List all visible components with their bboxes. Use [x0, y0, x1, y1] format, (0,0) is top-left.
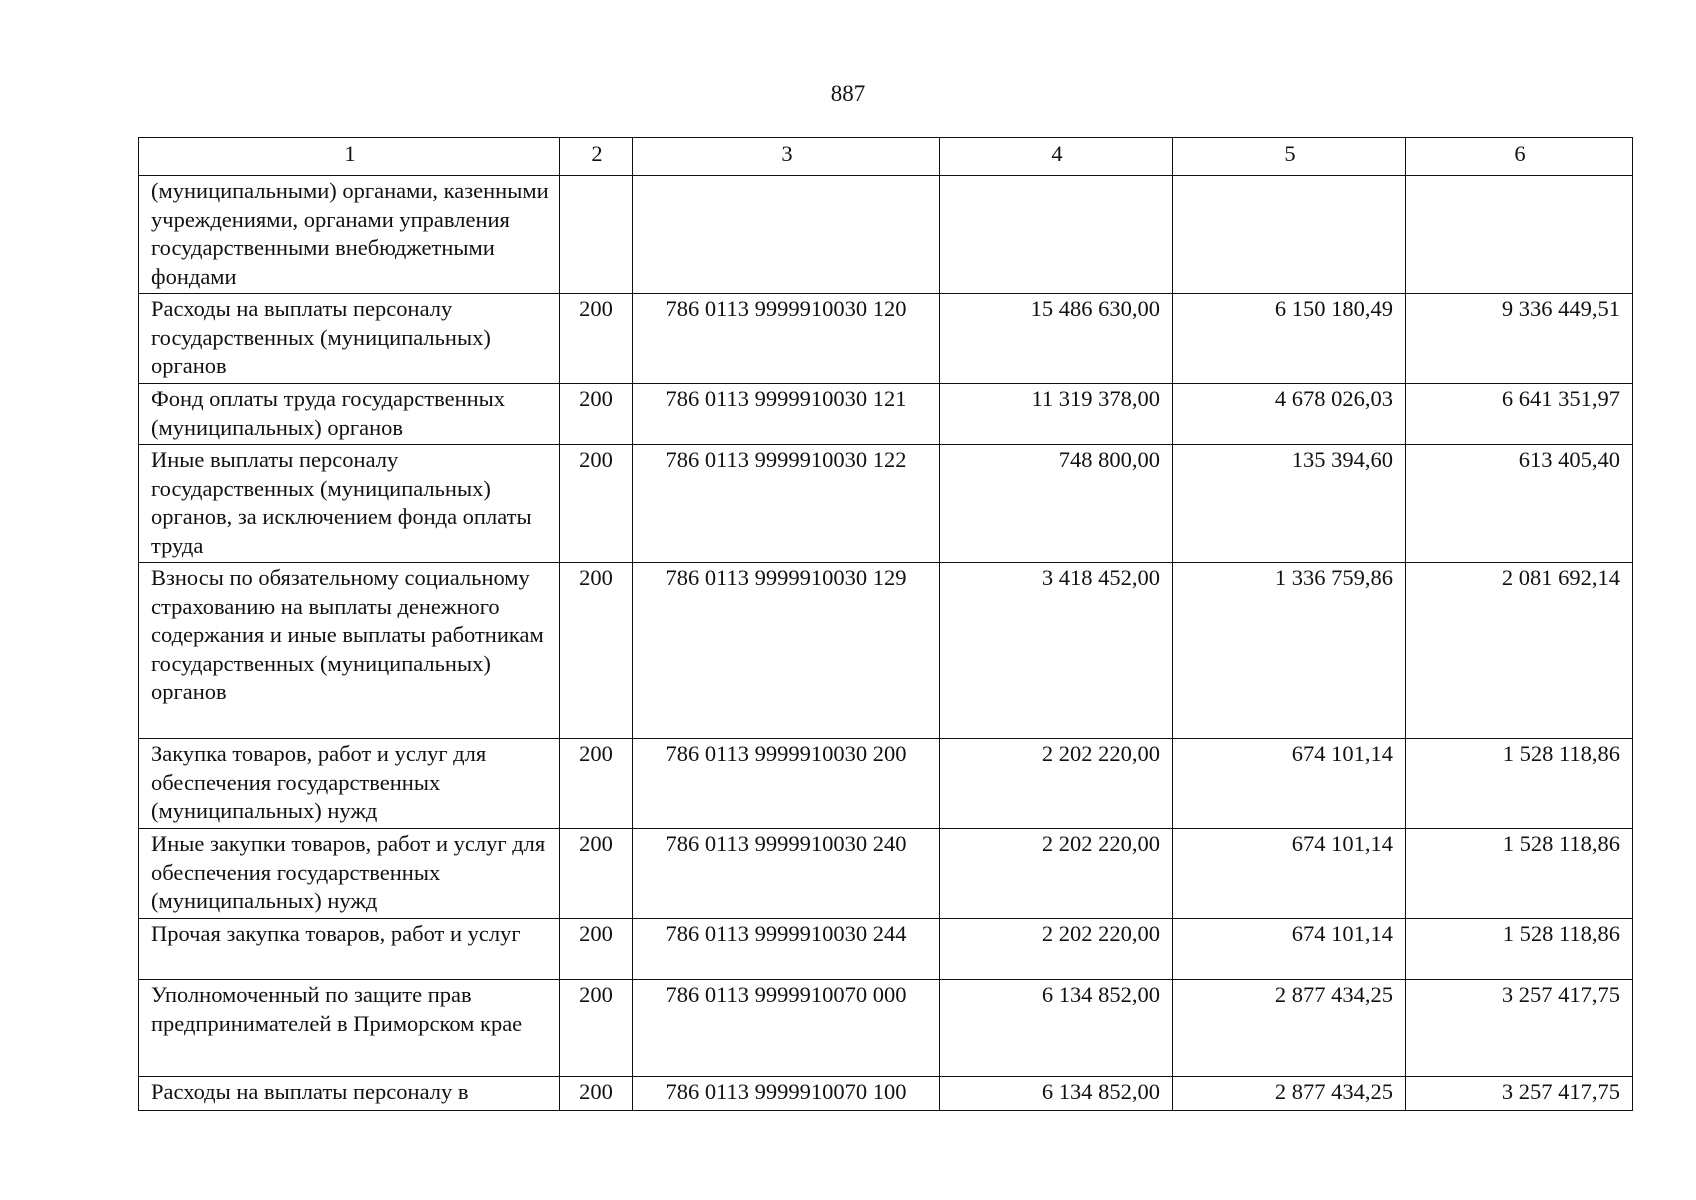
cell-col-6 — [1406, 176, 1633, 294]
cell-col-6: 1 528 118,86 — [1406, 829, 1633, 919]
cell-col-5: 2 877 434,25 — [1173, 980, 1406, 1077]
cell-col-2: 200 — [560, 384, 633, 445]
cell-code: 786 0113 9999910030 240 — [633, 829, 940, 919]
cell-col-6: 3 257 417,75 — [1406, 980, 1633, 1077]
cell-col-2: 200 — [560, 294, 633, 384]
cell-col-5: 674 101,14 — [1173, 919, 1406, 980]
cell-col-4: 3 418 452,00 — [940, 563, 1173, 739]
cell-name: Взносы по обязательному социальному страхованию на выплаты денежного содержания и иные выплаты работникам государственных (муниципальных) органов — [139, 563, 560, 739]
cell-code: 786 0113 9999910030 120 — [633, 294, 940, 384]
header-row — [139, 138, 1633, 176]
cell-col-5: 674 101,14 — [1173, 829, 1406, 919]
cell-name: Уполномоченный по защите прав предпринимателей в Приморском крае — [139, 980, 560, 1077]
cell-col-2: 200 — [560, 445, 633, 563]
cell-col-4 — [940, 176, 1173, 294]
cell-name: Закупка товаров, работ и услуг для обеспечения государственных (муниципальных) нужд — [139, 739, 560, 829]
header-col-2: 2 — [560, 138, 633, 176]
table-row — [139, 1077, 1633, 1111]
cell-name: Расходы на выплаты персоналу государственных (муниципальных) органов — [139, 294, 560, 384]
cell-col-5 — [1173, 176, 1406, 294]
cell-col-6: 613 405,40 — [1406, 445, 1633, 563]
page-number: 887 — [830, 81, 866, 106]
table-row — [139, 980, 1633, 1077]
cell-code: 786 0113 9999910070 100 — [633, 1077, 940, 1111]
table-row — [139, 294, 1633, 384]
cell-col-6: 6 641 351,97 — [1406, 384, 1633, 445]
cell-col-2: 200 — [560, 1077, 633, 1111]
cell-col-2: 200 — [560, 739, 633, 829]
header-col-1: 1 — [139, 138, 560, 176]
cell-code: 786 0113 9999910030 122 — [633, 445, 940, 563]
cell-code — [633, 176, 940, 294]
cell-name: Расходы на выплаты персоналу в — [139, 1077, 560, 1111]
cell-name: (муниципальными) органами, казенными учреждениями, органами управления государственными внебюджетными фондами — [139, 176, 560, 294]
table-row — [139, 176, 1633, 294]
cell-col-5: 4 678 026,03 — [1173, 384, 1406, 445]
table-row — [139, 563, 1633, 739]
cell-code: 786 0113 9999910030 244 — [633, 919, 940, 980]
table-row — [139, 919, 1633, 980]
cell-name: Иные выплаты персоналу государственных (муниципальных) органов, за исключением фонда оплаты труда — [139, 445, 560, 563]
header-col-3: 3 — [633, 138, 940, 176]
table-row — [139, 384, 1633, 445]
cell-code: 786 0113 9999910030 129 — [633, 563, 940, 739]
table-row — [139, 739, 1633, 829]
cell-col-6: 1 528 118,86 — [1406, 739, 1633, 829]
cell-col-5: 674 101,14 — [1173, 739, 1406, 829]
cell-col-5: 2 877 434,25 — [1173, 1077, 1406, 1111]
table-row — [139, 445, 1633, 563]
table-row — [139, 829, 1633, 919]
cell-col-4: 11 319 378,00 — [940, 384, 1173, 445]
cell-code: 786 0113 9999910030 121 — [633, 384, 940, 445]
cell-col-4: 6 134 852,00 — [940, 1077, 1173, 1111]
cell-code: 786 0113 9999910030 200 — [633, 739, 940, 829]
cell-col-4: 748 800,00 — [940, 445, 1173, 563]
cell-col-2: 200 — [560, 829, 633, 919]
cell-col-6: 1 528 118,86 — [1406, 919, 1633, 980]
cell-col-2: 200 — [560, 980, 633, 1077]
cell-col-5: 1 336 759,86 — [1173, 563, 1406, 739]
cell-col-2 — [560, 176, 633, 294]
cell-col-4: 2 202 220,00 — [940, 919, 1173, 980]
cell-col-5: 6 150 180,49 — [1173, 294, 1406, 384]
cell-col-6: 3 257 417,75 — [1406, 1077, 1633, 1111]
cell-col-4: 2 202 220,00 — [940, 829, 1173, 919]
header-col-6: 6 — [1406, 138, 1633, 176]
budget-table — [138, 137, 1633, 1111]
cell-col-2: 200 — [560, 919, 633, 980]
cell-col-2: 200 — [560, 563, 633, 739]
header-col-5: 5 — [1173, 138, 1406, 176]
header-col-4: 4 — [940, 138, 1173, 176]
cell-col-5: 135 394,60 — [1173, 445, 1406, 563]
cell-col-6: 2 081 692,14 — [1406, 563, 1633, 739]
cell-col-4: 6 134 852,00 — [940, 980, 1173, 1077]
cell-name: Фонд оплаты труда государственных (муниципальных) органов — [139, 384, 560, 445]
cell-col-4: 15 486 630,00 — [940, 294, 1173, 384]
cell-name: Прочая закупка товаров, работ и услуг — [139, 919, 560, 980]
cell-name: Иные закупки товаров, работ и услуг для обеспечения государственных (муниципальных) нужд — [139, 829, 560, 919]
cell-code: 786 0113 9999910070 000 — [633, 980, 940, 1077]
cell-col-4: 2 202 220,00 — [940, 739, 1173, 829]
cell-col-6: 9 336 449,51 — [1406, 294, 1633, 384]
